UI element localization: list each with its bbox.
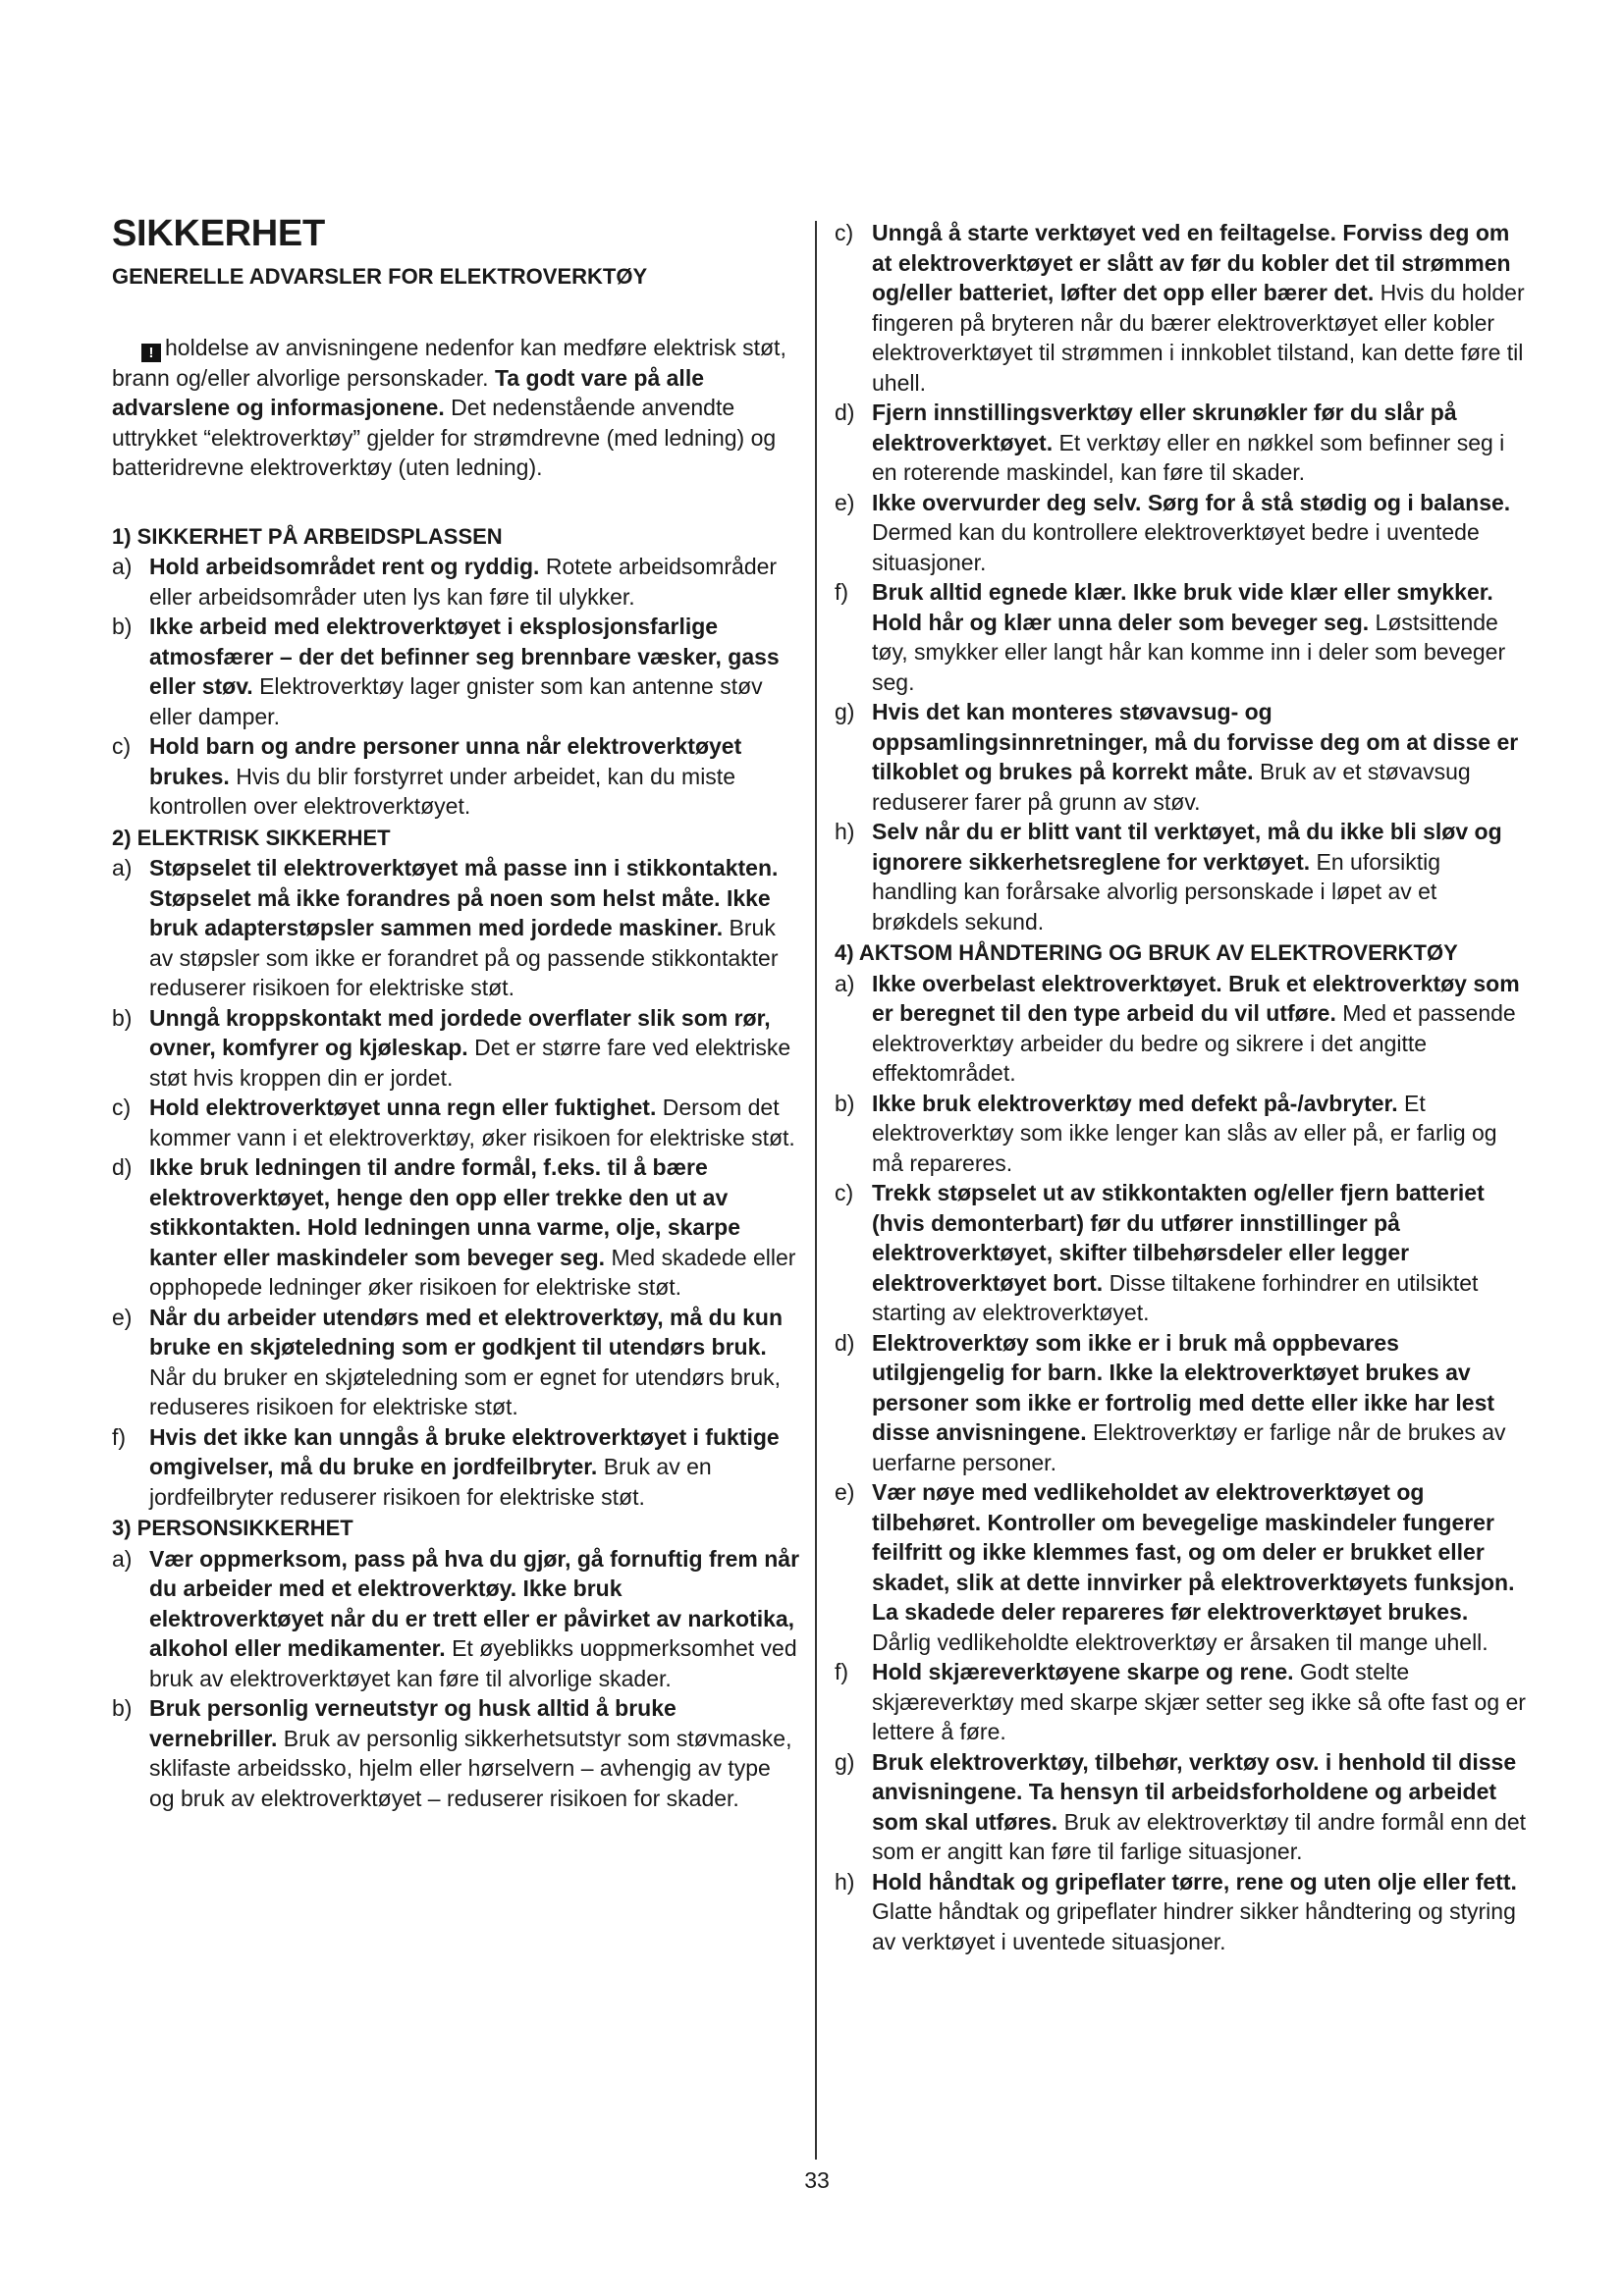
item-text: Når du bruker en skjøteledning som er egnet for utendørs bruk, reduseres risikoen for elektriske støt.: [149, 1363, 782, 1419]
list-item: [835, 1477, 1527, 1657]
item-text: Bruk av en jordfeilbryter reduserer risikoen for elektriske støt.: [149, 1454, 712, 1510]
item-label: h): [835, 819, 855, 844]
list-item: [835, 1657, 1527, 1747]
item-label: h): [835, 1868, 855, 1895]
section-heading: 3) PERSONSIKKERHET: [112, 1516, 353, 1540]
item-text: Hvis du blir forstyrret under arbeidet, kan du miste kontrollen over elektroverktøyet.: [149, 763, 735, 819]
list-item: [835, 1089, 1527, 1179]
item-text: Løstsittende tøy, smykker eller langt hår kan komme inn i deler som beveger seg.: [872, 609, 1506, 695]
item-label: c): [835, 1180, 854, 1205]
item-bold-text: Hold håndtak og gripeflater tørre, rene og uten olje eller fett.: [872, 1868, 1517, 1895]
item-text: Hvis du holder fingeren på bryteren når du bærer elektroverktøyet eller kobler elektroverktøyet til strømmen i innkoblet tilstand, kan dette føre til uhell.: [872, 280, 1525, 396]
item-text: Rotete arbeidsområder eller arbeidsområder uten lys kan føre til ulykker.: [149, 554, 778, 610]
item-label: a): [112, 1545, 133, 1572]
item-text: Med skadede eller opphopede ledninger øker risikoen for elektriske støt.: [149, 1244, 796, 1300]
item-bold-text: Selv når du er blitt vant til verktøyet, må du ikke bli sløv og ignorere sikkerhetsreglene for verktøyet.: [872, 819, 1502, 875]
left-sections: [112, 522, 799, 1814]
item-bold-text: Elektroverktøy som ikke er i bruk må oppbevares utilgjengelig for barn. Ikke la elektroverktøyet brukes av personer som ikke er fortrolig med dette eller ikke har lest disse anvisningene.: [872, 1329, 1495, 1445]
list-item: [112, 1693, 799, 1813]
list-item: [835, 969, 1527, 1089]
item-text: Det er større fare ved elektriske støt hvis kroppen din er jordet.: [149, 1035, 791, 1091]
list-item: [112, 731, 799, 822]
list-item: [112, 1152, 799, 1303]
item-bold-text: Ikke bruk ledningen til andre formål, f.eks. til å bære elektroverktøyet, henge den opp eller trekke den ut av stikkontakten. Hold ledningen unna varme, olje, skarpe kanter eller maskindeler som beveger seg.: [149, 1154, 740, 1270]
item-label: c): [112, 733, 132, 759]
item-bold-text: Ikke overbelast elektroverktøyet. Bruk et elektroverktøy som er beregnet til den type arbeid du vil utføre.: [872, 970, 1520, 1026]
item-text: Med et passende elektroverktøy arbeider du bedre og sikrere i det angitte effektområdet.: [872, 1000, 1516, 1086]
item-bold-text: Ikke arbeid med elektroverktøyet i eksplosjonsfarlige atmosfærer – der det befinner seg brennbare væsker, gass eller støv.: [149, 614, 780, 699]
item-label: f): [835, 1659, 849, 1684]
item-bold-text: Støpselet til elektroverktøyet må passe inn i stikkontakten. Støpselet må ikke forandres på noen som helst måte. Ikke bruk adapterstøpsler sammen med jordede maskiner.: [149, 855, 779, 940]
item-text: Dårlig vedlikeholdte elektroverktøy er årsaken til mange uhell.: [872, 1629, 1489, 1655]
right-column: [835, 218, 1527, 1956]
list-item: [835, 398, 1527, 488]
item-label: g): [835, 699, 855, 724]
list-item: [835, 817, 1527, 936]
item-label: f): [835, 579, 849, 605]
list-item: [112, 552, 799, 612]
warning-triangle-icon: !: [141, 344, 161, 362]
intro-text-2: Det nedenstående anvendte uttrykket “elektroverktøy” gjelder for strømdrevne (med ledning) og batteridrevne elektroverktøy (uten ledning).: [112, 395, 777, 480]
page-title: SIKKERHET: [112, 213, 325, 254]
section-subtitle: GENERELLE ADVARSLER FOR ELEKTROVERKTØY: [112, 264, 648, 289]
item-label: a): [835, 970, 855, 996]
list-item: [835, 488, 1527, 578]
item-bold-text: Bruk personlig verneutstyr og husk alltid å bruke vernebriller.: [149, 1695, 677, 1751]
list-item: [112, 1544, 799, 1694]
item-text: Disse tiltakene forhindrer en utilsiktet starting av elektroverktøyet.: [872, 1269, 1479, 1325]
list-item: [835, 1178, 1527, 1328]
item-bold-text: Unngå kroppskontakt med jordede overflater slik som rør, ovner, komfyrer og kjøleskap.: [149, 1004, 771, 1060]
list-item: [835, 577, 1527, 697]
item-text: En uforsiktig handling kan forårsake alvorlig personskade i løpet av et brøkdels sekund.: [872, 848, 1441, 934]
item-bold-text: Ikke bruk elektroverktøy med defekt på-/avbryter.: [872, 1090, 1398, 1116]
item-bold-text: Ikke overvurder deg selv. Sørg for å stå stødig og i balanse.: [872, 489, 1511, 515]
item-bold-text: Bruk alltid egnede klær. Ikke bruk vide klær eller smykker. Hold hår og klær unna deler som beveger seg.: [872, 579, 1493, 635]
list-item: [835, 1867, 1527, 1957]
list-item: [112, 853, 799, 1003]
item-label: d): [835, 400, 855, 425]
item-bold-text: Hold arbeidsområdet rent og ryddig.: [149, 554, 540, 579]
item-text: Bruk av støpsler som ikke er forandret på og passende stikkontakter reduserer risikoen for elektriske støt.: [149, 915, 779, 1000]
item-text: Bruk av elektroverktøy til andre formål enn det som er angitt kan føre til farlige situasjoner.: [872, 1808, 1526, 1864]
item-label: b): [112, 614, 133, 639]
item-label: d): [835, 1329, 855, 1356]
item-label: f): [112, 1423, 127, 1450]
item-bold-text: Når du arbeider utendørs med et elektroverktøy, må du kun bruke en skjøteledning som er godkjent til utendørs bruk.: [149, 1304, 784, 1360]
item-bold-text: Unngå å starte verktøyet ved en feiltagelse. Forviss deg om at elektroverktøyet er slått av før du kobler det til strømmen og/eller batteriet, løfter det opp eller bærer det.: [872, 220, 1511, 305]
item-bold-text: Hold elektroverktøyet unna regn eller fuktighet.: [149, 1095, 657, 1120]
item-bold-text: Hvis det ikke kan unngås å bruke elektroverktøyet i fuktige omgivelser, må du bruke en jordfeilbryter.: [149, 1423, 780, 1479]
item-label: e): [835, 489, 855, 515]
item-label: d): [112, 1154, 133, 1180]
item-bold-text: Hold skjæreverktøyene skarpe og rene.: [872, 1659, 1294, 1684]
item-label: c): [112, 1095, 132, 1120]
item-text: Glatte håndtak og gripeflater hindrer sikker håndtering og styring av verktøyet i uventede situasjoner.: [872, 1898, 1516, 1954]
section-heading: 2) ELEKTRISK SIKKERHET: [112, 825, 391, 850]
list-item: [835, 697, 1527, 817]
item-label: c): [835, 220, 854, 245]
item-label: b): [112, 1004, 133, 1031]
section-heading: 4) AKTSOM HÅNDTERING OG BRUK AV ELEKTROVERKTØY: [835, 940, 1458, 965]
item-bold-text: Hold barn og andre personer unna når elektroverktøyet brukes.: [149, 733, 742, 789]
item-text: Dermed kan du kontrollere elektroverktøyet bedre i uventede situasjoner.: [872, 519, 1480, 575]
item-text: Et elektroverktøy som ikke lenger kan slås av eller på, er farlig og må repareres.: [872, 1090, 1497, 1176]
item-text: Dersom det kommer vann i et elektroverktøy, øker risikoen for elektriske støt.: [149, 1095, 795, 1150]
right-sections: [835, 218, 1527, 1956]
intro-text: holdelse av anvisningene nedenfor kan medføre elektrisk støt, brann og/eller alvorlige personskader.: [112, 335, 786, 391]
item-bold-text: Vær nøye med vedlikeholdet av elektroverktøyet og tilbehøret. Kontroller om bevegelige maskindeler fungerer feilfritt og ikke klemmes fast, og om deler er brukket eller skadet, slik at dette innvirker på elektroverktøyets funksjon. La skadede deler repareres før elektroverktøyet brukes.: [872, 1479, 1515, 1625]
section-heading: 1) SIKKERHET PÅ ARBEIDSPLASSEN: [112, 523, 503, 549]
list-item: [835, 1747, 1527, 1867]
item-text: Et verktøy eller en nøkkel som befinner seg i en roterende maskindel, kan føre til skader.: [872, 429, 1505, 485]
intro-bold: Ta godt vare på alle advarslene og informasjonene.: [112, 364, 704, 420]
item-label: e): [835, 1479, 855, 1505]
item-bold-text: Fjern innstillingsverktøy eller skrunøkler før du slår på elektroverktøyet.: [872, 400, 1457, 455]
item-bold-text: Trekk støpselet ut av stikkontakten og/eller fjern batteriet (hvis demonterbart) før du utfører innstillinger på elektroverktøyet, skifter tilbehørsdeler eller legger elektroverktøyet bort.: [872, 1180, 1485, 1296]
item-text: Bruk av et støvavsug reduserer farer på grunn av støv.: [872, 759, 1471, 815]
item-label: e): [112, 1304, 133, 1330]
page-number: 33: [804, 2167, 830, 2193]
item-bold-text: Vær oppmerksom, pass på hva du gjør, gå fornuftig frem når du arbeider med et elektroverktøy. Ikke bruk elektroverktøyet når du er trett eller er påvirket av narkotika, alkohol eller medikamenter.: [149, 1545, 800, 1661]
item-text: Et øyeblikks uoppmerksomhet ved bruk av elektroverktøyet kan føre til alvorlige skader.: [149, 1635, 797, 1691]
list-item: [112, 612, 799, 731]
item-label: b): [112, 1695, 133, 1721]
item-text: Godt stelte skjæreverktøy med skarpe skjær setter seg ikke så ofte fast og er lettere å føre.: [872, 1659, 1526, 1744]
list-item: [112, 1093, 799, 1152]
list-item: [112, 1003, 799, 1094]
item-bold-text: Bruk elektroverktøy, tilbehør, verktøy osv. i henhold til disse anvisningene. Ta hensyn til arbeidsforholdene og arbeidet som skal utføres.: [872, 1748, 1517, 1835]
item-label: g): [835, 1748, 855, 1775]
item-text: Elektroverktøy lager gnister som kan antenne støv eller damper.: [149, 673, 763, 729]
list-item: [835, 218, 1527, 398]
list-item: [835, 1328, 1527, 1478]
intro-paragraph: [112, 333, 819, 483]
left-column: [112, 211, 799, 1813]
item-text: Elektroverktøy er farlige når de brukes av uerfarne personer.: [872, 1419, 1506, 1475]
item-text: Bruk av personlig sikkerhetsutstyr som støvmaske, sklifaste arbeidssko, hjelm eller hørselvern – avhengig av type og bruk av elektroverktøyet – reduserer risikoen for skader.: [149, 1725, 792, 1811]
list-item: [112, 1303, 799, 1422]
item-label: a): [112, 554, 133, 579]
item-label: a): [112, 855, 133, 881]
item-bold-text: Hvis det kan monteres støvavsug- og oppsamlingsinnretninger, må du forvisse deg om at disse er tilkoblet og brukes på korrekt måte.: [872, 699, 1519, 784]
column-divider: [815, 221, 817, 2160]
item-label: b): [835, 1090, 855, 1116]
list-item: [112, 1422, 799, 1513]
